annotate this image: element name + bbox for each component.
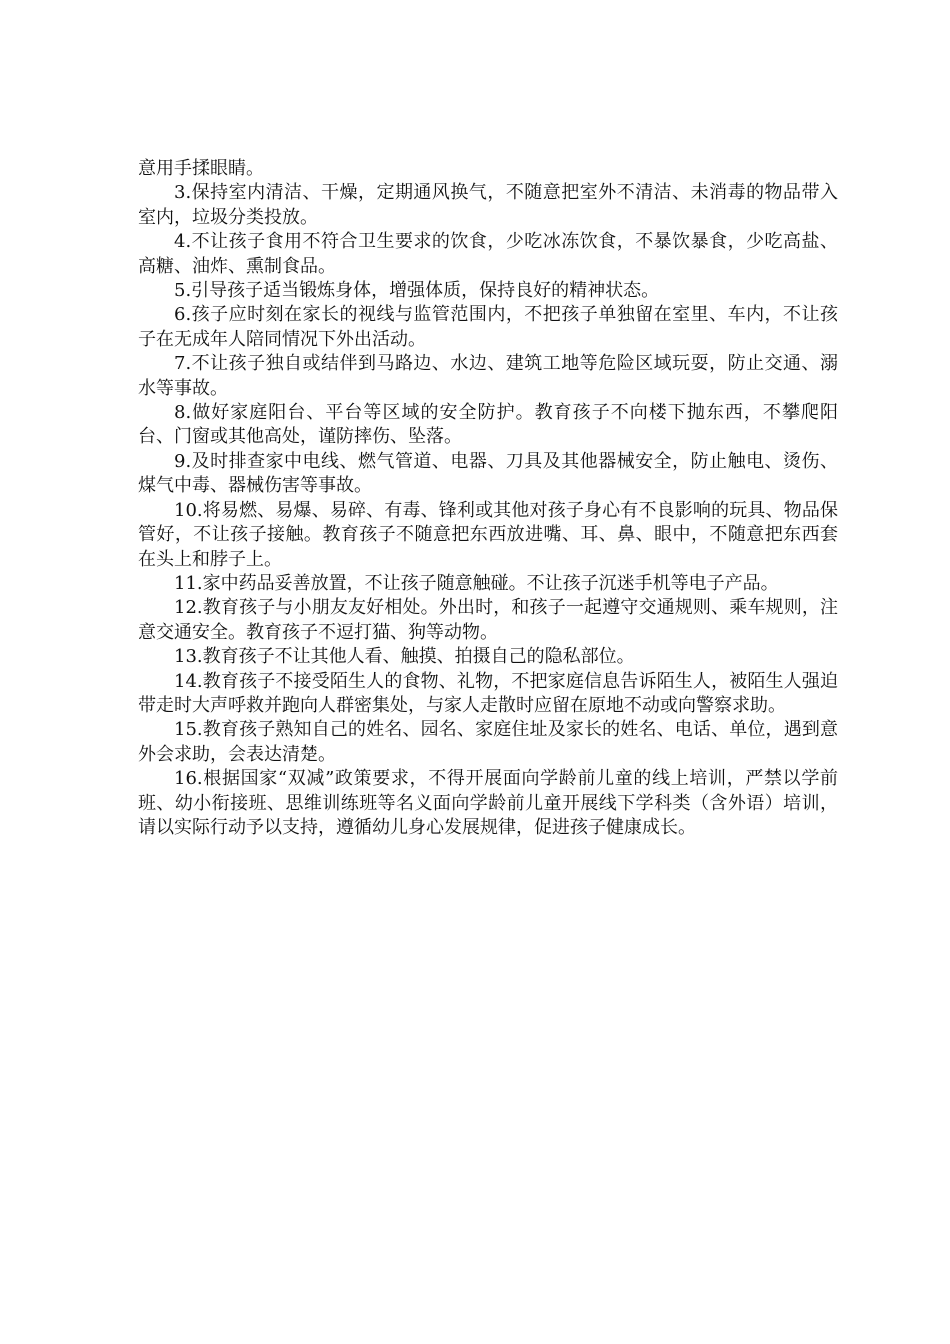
paragraph-item-4: 4.不让孩子食用不符合卫生要求的饮食，少吃冰冻饮食，不暴饮暴食，少吃高盐、高糖、油炸、熏制食品。 <box>138 231 838 277</box>
paragraph-item-13: 13.教育孩子不让其他人看、触摸、拍摄自己的隐私部位。 <box>174 646 635 668</box>
paragraph-item-14: 14.教育孩子不接受陌生人的食物、礼物，不把家庭信息告诉陌生人，被陌生人强迫带走时大声呼救并跑向人群密集处，与家人走散时应留在原地不动或向警察求助。 <box>138 670 838 716</box>
paragraph-item-12: 12.教育孩子与小朋友友好相处。外出时，和孩子一起遵守交通规则、乘车规则，注意交通安全。教育孩子不逗打猫、狗等动物。 <box>138 597 838 643</box>
paragraph-item-10: 10.将易燃、易爆、易碎、有毒、锋利或其他对孩子身心有不良影响的玩具、物品保管好，不让孩子接触。教育孩子不随意把东西放进嘴、耳、鼻、眼中，不随意把东西套在头上和脖子上。 <box>138 499 838 570</box>
paragraph-item-3: 3.保持室内清洁、干燥，定期通风换气，不随意把室外不清洁、未消毒的物品带入室内，垃圾分类投放。 <box>138 182 838 228</box>
paragraph-item-15: 15.教育孩子熟知自己的姓名、园名、家庭住址及家长的姓名、电话、单位，遇到意外会求助，会表达清楚。 <box>138 719 838 765</box>
paragraph-item-5: 5.引导孩子适当锻炼身体，增强体质，保持良好的精神状态。 <box>174 280 660 302</box>
paragraph-item-8: 8.做好家庭阳台、平台等区域的安全防护。教育孩子不向楼下抛东西，不攀爬阳台、门窗或其他高处，谨防摔伤、坠落。 <box>138 402 838 448</box>
document-body <box>138 157 838 840</box>
paragraph-item-6: 6.孩子应时刻在家长的视线与监管范围内，不把孩子单独留在室里、车内，不让孩子在无成年人陪同情况下外出活动。 <box>138 304 838 350</box>
paragraph-item-11: 11.家中药品妥善放置，不让孩子随意触碰。不让孩子沉迷手机等电子产品。 <box>174 572 779 594</box>
paragraph-continuation: 意用手揉眼睛。 <box>138 158 264 179</box>
paragraph-item-7: 7.不让孩子独自或结伴到马路边、水边、建筑工地等危险区域玩耍，防止交通、溺水等事故。 <box>138 353 838 399</box>
paragraph-item-16: 16.根据国家“双减”政策要求，不得开展面向学龄前儿童的线上培训，严禁以学前班、幼小衔接班、思维训练班等名义面向学龄前儿童开展线下学科类（含外语）培训，请以实际行动予以支持，遵循幼儿身心发展规律，促进孩子健康成长。 <box>138 768 838 838</box>
paragraph-item-9: 9.及时排查家中电线、燃气管道、电器、刀具及其他器械安全，防止触电、烫伤、煤气中毒、器械伤害等事故。 <box>138 450 838 497</box>
